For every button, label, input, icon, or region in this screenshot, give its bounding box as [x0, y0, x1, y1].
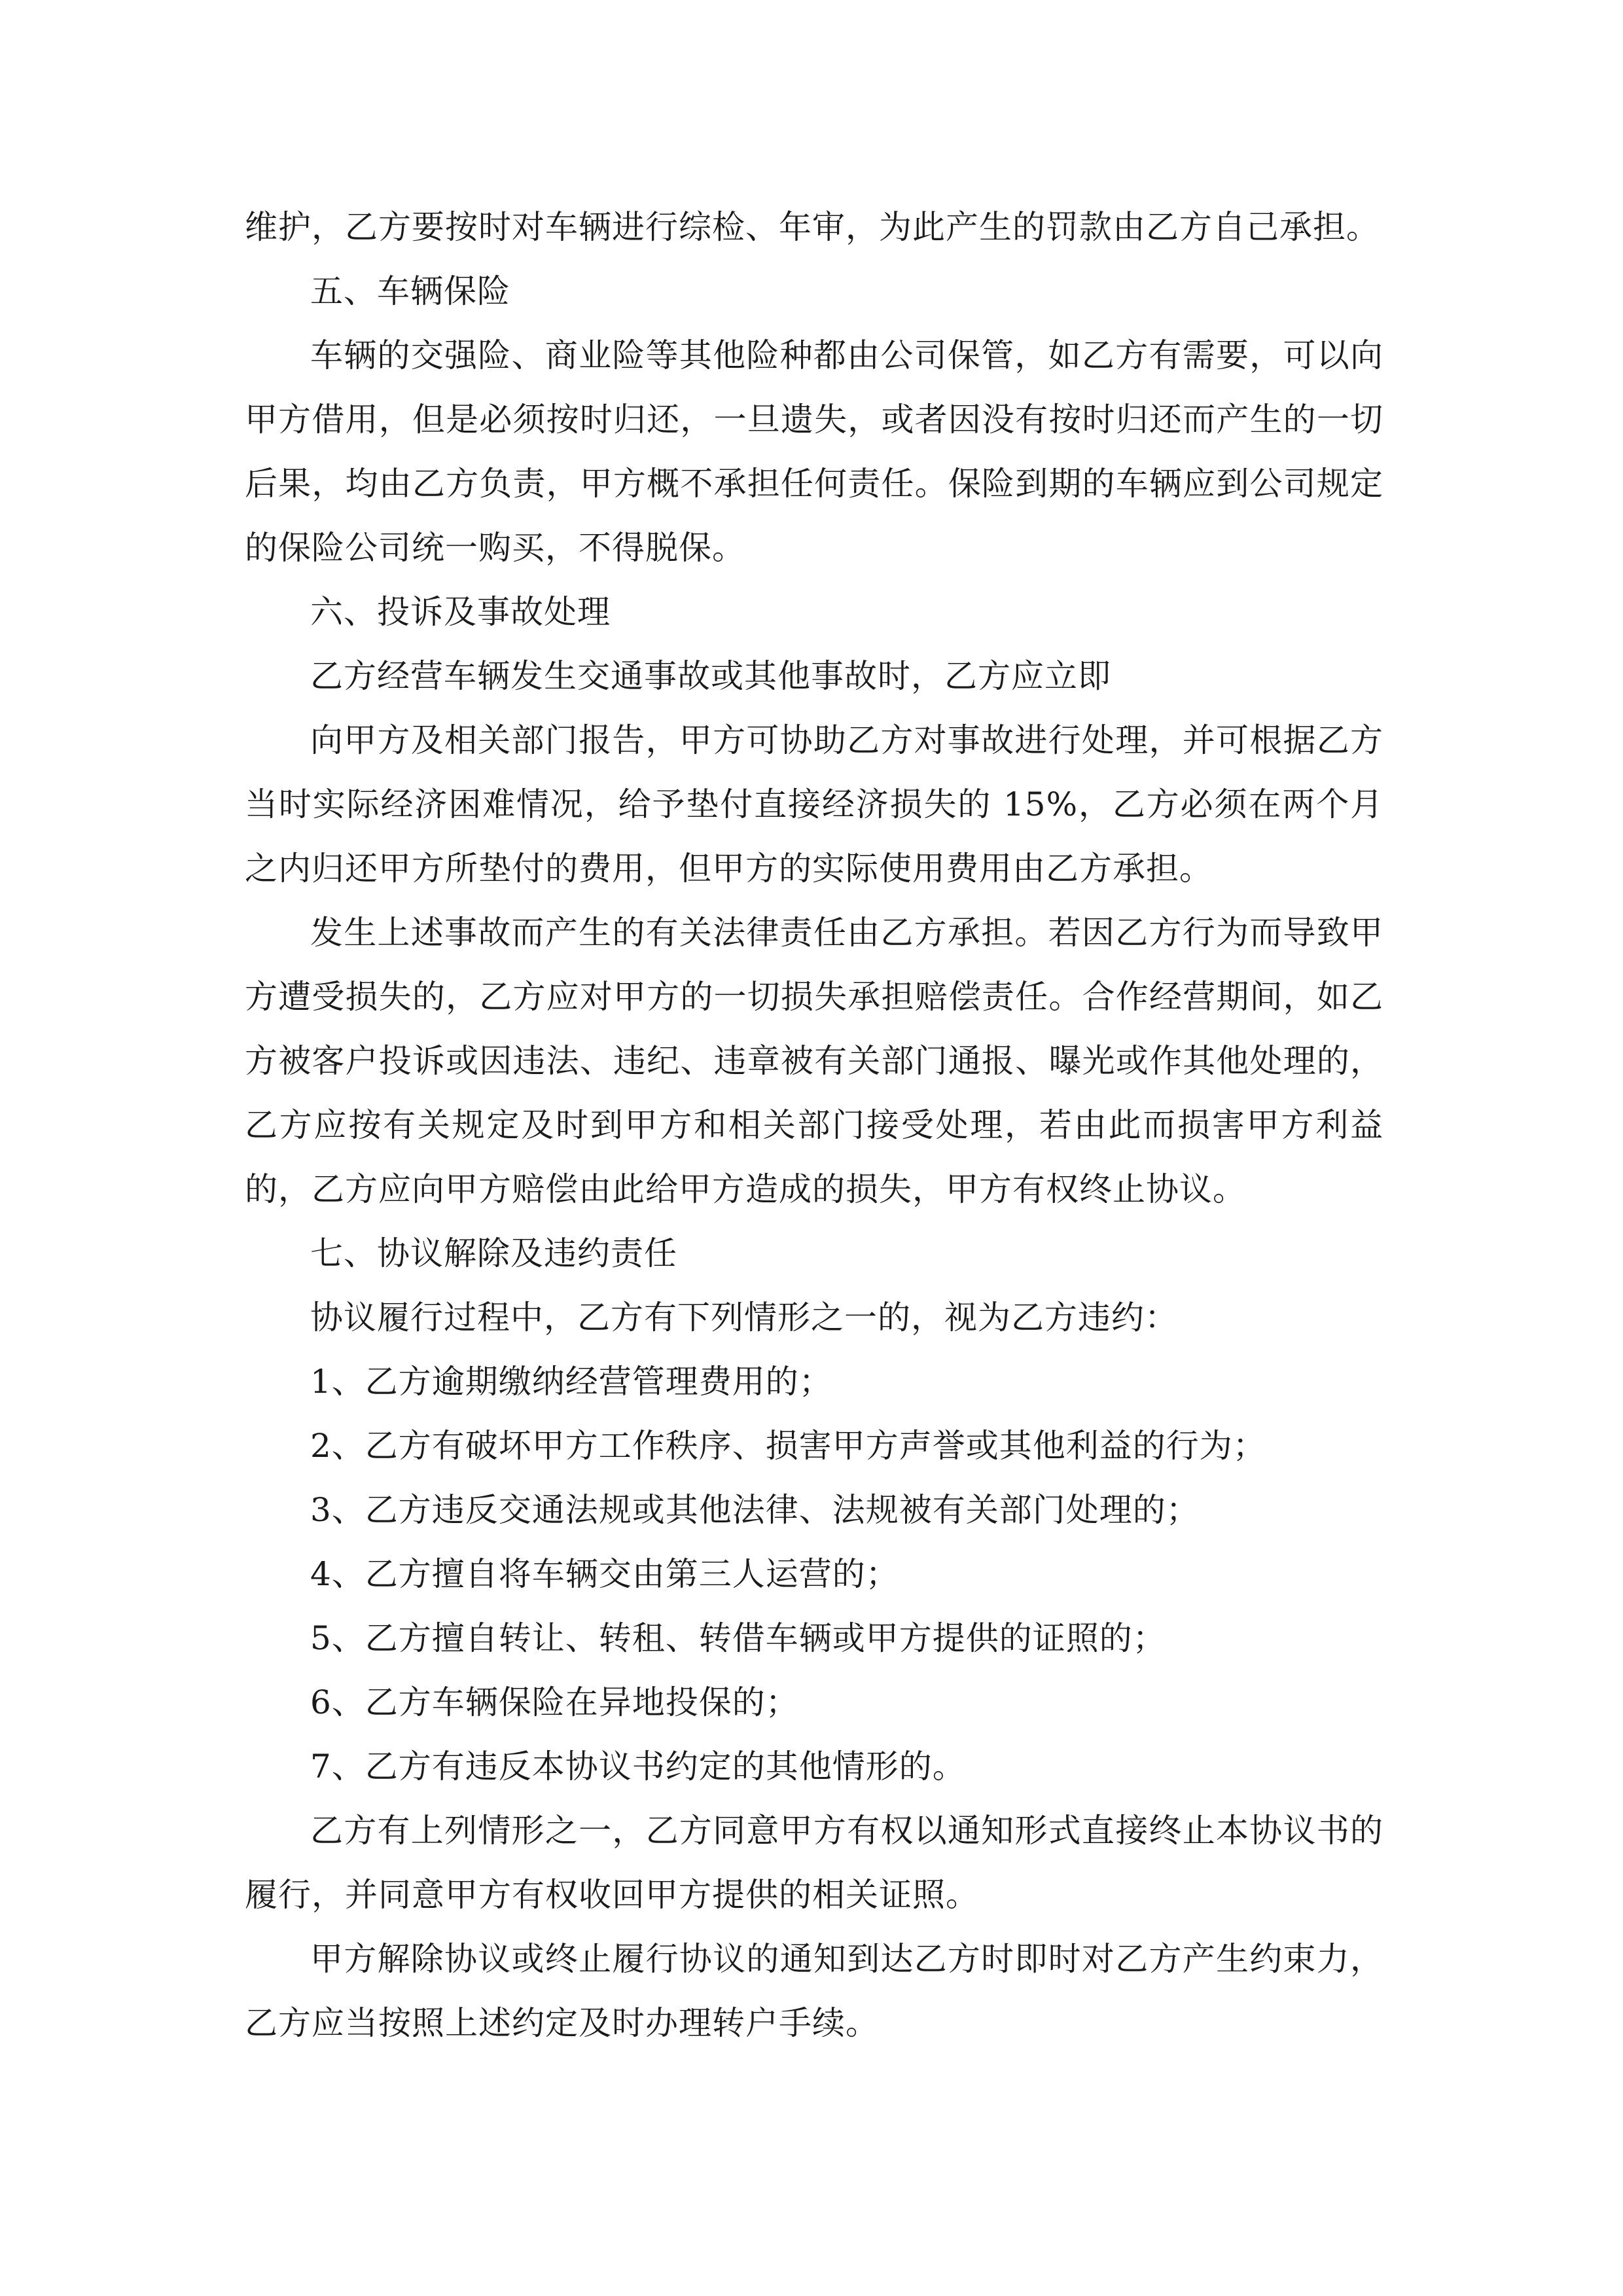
- list-item-breach-4: 4、乙方擅自将车辆交由第三人运营的；: [310, 1555, 899, 1593]
- paragraph-legal-liability: 发生上述事故而产生的有关法律责任由乙方承担。若因乙方行为而导致甲方遭受损失的，乙方应对甲方的一切损失承担赔偿责任。合作经营期间，如乙方被客户投诉或因违法、违纪、违章被有关部门通报、曝光或作其他处理的，乙方应按有关规定及时到甲方和相关部门接受处理，若由此而损害甲方利益的，乙方应向甲方赔偿由此给甲方造成的损失，甲方有权终止协议。: [245, 914, 1383, 1208]
- section-heading-vehicle-insurance: 五、车辆保险: [310, 272, 510, 310]
- paragraph-termination-right: 乙方有上列情形之一，乙方同意甲方有权以通知形式直接终止本协议书的履行，并同意甲方有权收回甲方提供的相关证照。: [245, 1812, 1383, 1914]
- paragraph-insurance-custody: 车辆的交强险、商业险等其他险种都由公司保管，如乙方有需要，可以向甲方借用，但是必须按时归还，一旦遗失，或者因没有按时归还而产生的一切后果，均由乙方负责，甲方概不承担任何责任。保险到期的车辆应到公司规定的保险公司统一购买，不得脱保。: [245, 336, 1383, 567]
- list-item-breach-2: 2、乙方有破坏甲方工作秩序、损害甲方声誉或其他利益的行为；: [310, 1427, 1266, 1465]
- list-item-breach-6: 6、乙方车辆保险在异地投保的；: [310, 1683, 799, 1721]
- paragraph-accident-report-start: 乙方经营车辆发生交通事故或其他事故时，乙方应立即: [310, 657, 1111, 695]
- paragraph-accident-report-continued: 向甲方及相关部门报告，甲方可协助乙方对事故进行处理，并可根据乙方当时实际经济困难情况，给予垫付直接经济损失的 15%，乙方必须在两个月之内归还甲方所垫付的费用，但甲方的实际使用费用由乙方承担。: [245, 721, 1383, 888]
- section-heading-complaints-accidents: 六、投诉及事故处理: [310, 593, 611, 631]
- list-item-breach-5: 5、乙方擅自转让、转租、转借车辆或甲方提供的证照的；: [310, 1619, 1166, 1657]
- document-body: [245, 195, 1383, 2055]
- list-item-breach-3: 3、乙方违反交通法规或其他法律、法规被有关部门处理的；: [310, 1491, 1200, 1529]
- paragraph-breach-intro: 协议履行过程中，乙方有下列情形之一的，视为乙方违约：: [310, 1299, 1178, 1336]
- list-item-breach-7: 7、乙方有违反本协议书约定的其他情形的。: [310, 1748, 966, 1785]
- paragraph-maintenance-continued: 维护，乙方要按时对车辆进行综检、年审，为此产生的罚款由乙方自己承担。: [245, 208, 1380, 246]
- section-heading-termination-breach: 七、协议解除及违约责任: [310, 1234, 677, 1272]
- paragraph-termination-notice: 甲方解除协议或终止履行协议的通知到达乙方时即时对乙方产生约束力，乙方应当按照上述约定及时办理转户手续。: [245, 1940, 1383, 2042]
- list-item-breach-1: 1、乙方逾期缴纳经营管理费用的；: [310, 1363, 832, 1401]
